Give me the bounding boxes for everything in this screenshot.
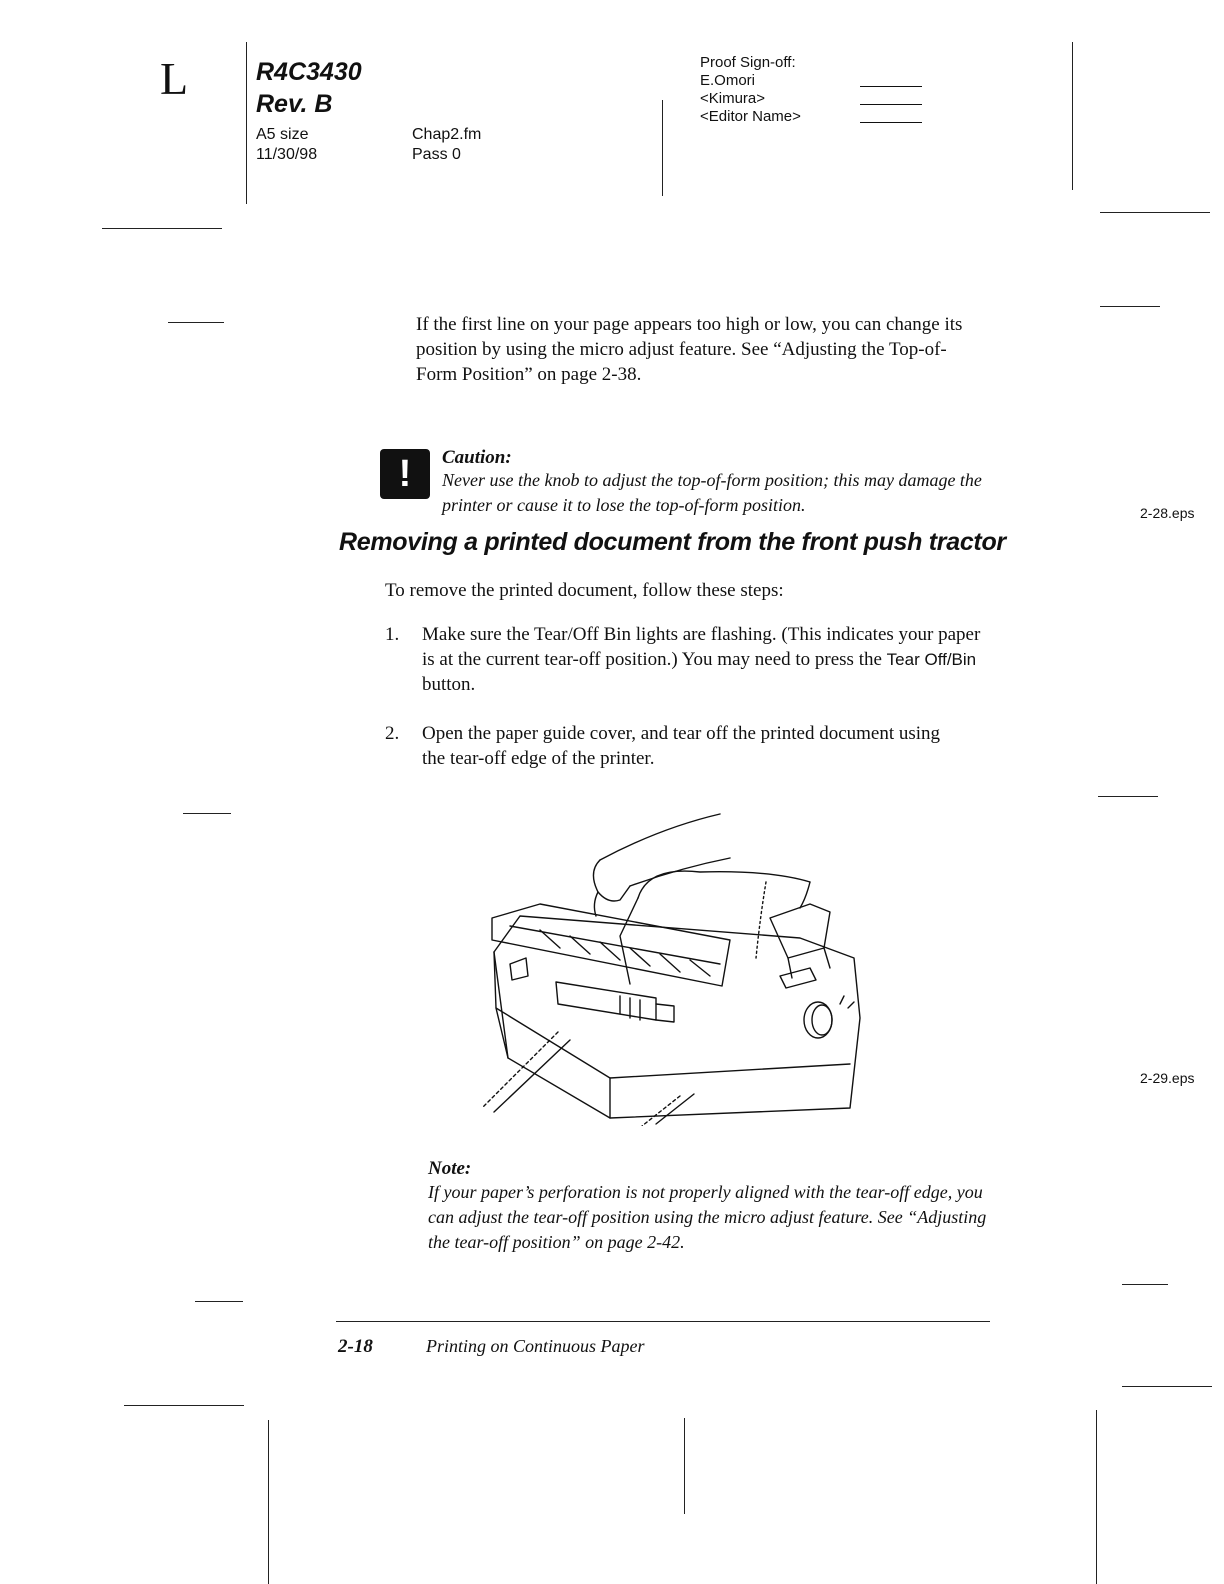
figure-filename-label: 2-28.eps	[1140, 505, 1195, 521]
proof-signer-row	[700, 90, 930, 107]
crop-mark	[1122, 1386, 1212, 1387]
proof-signer-row	[700, 72, 930, 89]
model-number: R4C3430	[256, 58, 362, 86]
caution-title: Caution:	[442, 447, 512, 468]
section-heading: Removing a printed document from the front push tractor	[339, 528, 1006, 556]
crop-mark	[1098, 796, 1158, 797]
header-date: 11/30/98	[256, 146, 318, 163]
intro-paragraph: If the first line on your page appears too high or low, you can change its position by using the micro adjust feature. See “Adjusting the Top-of-Form Position” on page 2-38.	[416, 314, 963, 385]
crop-mark	[195, 1301, 243, 1302]
figure-filename-label: 2-29.eps	[1140, 1070, 1195, 1086]
proof-signer: <Kimura>	[700, 90, 766, 107]
note-title: Note:	[428, 1158, 472, 1179]
printer-tearoff-illustration	[470, 808, 890, 1126]
signature-line	[860, 122, 922, 123]
step-text: Make sure the Tear/Off Bin lights are flashing. (This indicates your paper is at the current tear-off position.) You may need to press the Tear Off/Bin button.	[422, 624, 981, 695]
crop-mark	[1096, 1410, 1097, 1584]
proof-signer: E.Omori	[700, 72, 756, 89]
revision: Rev. B	[256, 90, 333, 118]
footer-page-number: 2-18	[338, 1336, 373, 1357]
crop-mark	[684, 1418, 685, 1514]
crop-mark	[102, 228, 222, 229]
crop-mark	[662, 100, 663, 196]
caution-text: Never use the knob to adjust the top-of-form position; this may damage the printer or cause it to lose the top-of-form position.	[442, 470, 982, 515]
crop-mark	[168, 322, 224, 323]
crop-mark	[1100, 306, 1160, 307]
footer-chapter-title: Printing on Continuous Paper	[426, 1336, 645, 1356]
crop-mark	[1100, 212, 1210, 213]
step-number: 1.	[385, 624, 400, 645]
footer-rule	[336, 1321, 990, 1322]
crop-mark	[1072, 42, 1073, 190]
crop-mark	[1122, 1284, 1168, 1285]
button-name: Tear Off/Bin	[886, 650, 977, 669]
proof-signer: <Editor Name>	[700, 108, 801, 125]
note-text: If your paper’s perforation is not properly aligned with the tear-off edge, you can adjust the tear-off position using the micro adjust feature. See “Adjusting the tear-off position” on page 2-42.	[428, 1182, 987, 1252]
proof-signoff-title: Proof Sign-off:	[700, 54, 796, 71]
file-name: Chap2.fm	[412, 126, 482, 143]
signature-line	[860, 104, 922, 105]
exclamation-icon: !	[380, 449, 430, 499]
pass-number: Pass 0	[412, 146, 461, 163]
signature-line	[860, 86, 922, 87]
crop-mark	[246, 42, 247, 204]
crop-mark	[124, 1405, 244, 1406]
step-text: Open the paper guide cover, and tear off the printed document using the tear-off edge of the printer.	[422, 723, 941, 769]
proof-signer-row	[700, 108, 930, 125]
page-size: A5 size	[256, 126, 309, 143]
corner-letter: L	[160, 53, 189, 104]
steps-intro: To remove the printed document, follow these steps:	[385, 580, 784, 601]
crop-mark	[183, 813, 231, 814]
crop-mark	[268, 1420, 269, 1584]
step-number: 2.	[385, 723, 400, 744]
